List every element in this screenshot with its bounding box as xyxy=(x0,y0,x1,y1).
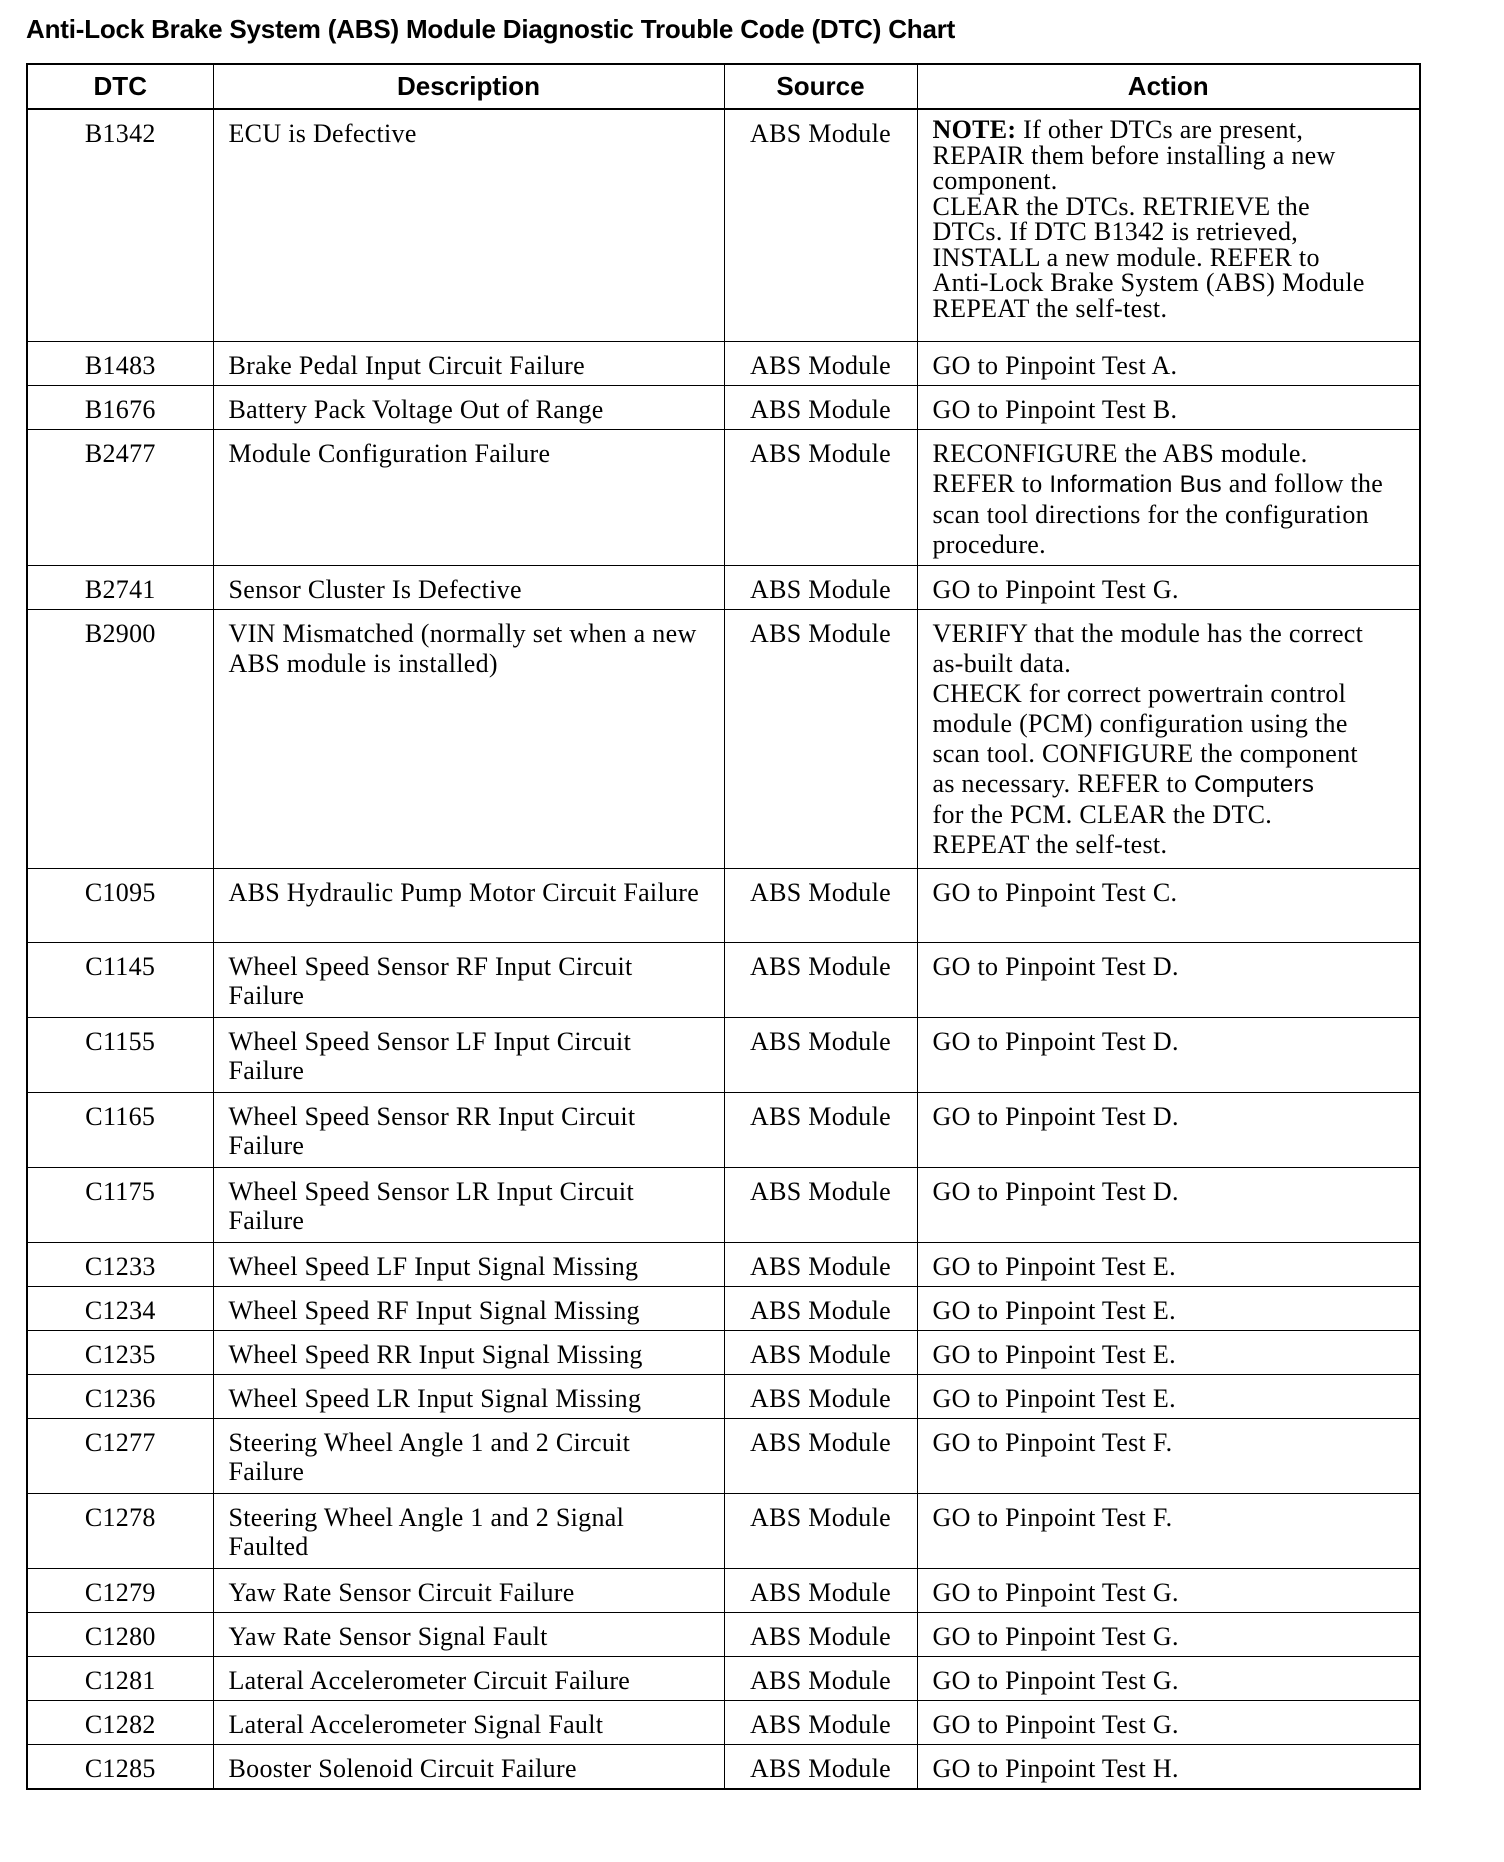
dtc-action: GO to Pinpoint Test E. xyxy=(917,1330,1420,1374)
dtc-table xyxy=(26,63,1421,1790)
action-line: REPEAT the self-test. xyxy=(932,829,1168,859)
header-source: Source xyxy=(724,64,917,109)
dtc-description: Yaw Rate Sensor Signal Fault xyxy=(213,1612,724,1656)
dtc-description: Sensor Cluster Is Defective xyxy=(213,565,724,609)
dtc-action: GO to Pinpoint Test D. xyxy=(917,1092,1420,1167)
dtc-action: GO to Pinpoint Test E. xyxy=(917,1374,1420,1418)
table-row xyxy=(27,1568,1420,1612)
dtc-action: GO to Pinpoint Test D. xyxy=(917,1167,1420,1242)
dtc-description: Lateral Accelerometer Signal Fault xyxy=(213,1700,724,1744)
action-line: DTCs. If DTC B1342 is retrieved, xyxy=(932,217,1299,246)
reference-link-text: Information Bus xyxy=(1049,470,1222,498)
action-line: CHECK for correct powertrain control xyxy=(932,678,1347,708)
table-row xyxy=(27,1330,1420,1374)
action-line: component. xyxy=(932,166,1058,195)
action-line: Anti-Lock Brake System (ABS) Module xyxy=(932,268,1365,297)
page-title: Anti-Lock Brake System (ABS) Module Diagnostic Trouble Code (DTC) Chart xyxy=(26,14,956,44)
action-line: and follow the xyxy=(1221,468,1384,498)
dtc-code: C1278 xyxy=(27,1493,213,1568)
table-row xyxy=(27,1744,1420,1789)
dtc-source: ABS Module xyxy=(724,109,917,341)
dtc-source: ABS Module xyxy=(724,429,917,565)
dtc-code: B1342 xyxy=(27,109,213,341)
dtc-code: C1279 xyxy=(27,1568,213,1612)
dtc-description: ECU is Defective xyxy=(213,109,724,341)
dtc-action: GO to Pinpoint Test G. xyxy=(917,1656,1420,1700)
table-row xyxy=(27,1017,1420,1092)
dtc-code: C1236 xyxy=(27,1374,213,1418)
action-line: CLEAR the DTCs. RETRIEVE the xyxy=(932,191,1310,221)
dtc-description: Steering Wheel Angle 1 and 2 Signal Faulted xyxy=(213,1493,724,1568)
action-line: INSTALL a new module. REFER to xyxy=(932,242,1320,272)
dtc-description: Wheel Speed RF Input Signal Missing xyxy=(213,1286,724,1330)
table-row xyxy=(27,385,1420,429)
dtc-source: ABS Module xyxy=(724,942,917,1017)
dtc-code: C1281 xyxy=(27,1656,213,1700)
header-description: Description xyxy=(213,64,724,109)
dtc-description: Wheel Speed Sensor LR Input Circuit Failure xyxy=(213,1167,724,1242)
dtc-source: ABS Module xyxy=(724,609,917,868)
dtc-source: ABS Module xyxy=(724,1017,917,1092)
dtc-code: C1277 xyxy=(27,1418,213,1493)
action-line: REFER to xyxy=(932,468,1050,498)
dtc-action: GO to Pinpoint Test E. xyxy=(917,1286,1420,1330)
table-row xyxy=(27,1242,1420,1286)
dtc-description: Wheel Speed Sensor RF Input Circuit Failure xyxy=(213,942,724,1017)
dtc-action: GO to Pinpoint Test G. xyxy=(917,1612,1420,1656)
table-row xyxy=(27,1418,1420,1493)
table-row xyxy=(27,1612,1420,1656)
dtc-action: GO to Pinpoint Test B. xyxy=(917,385,1420,429)
dtc-source: ABS Module xyxy=(724,1493,917,1568)
dtc-action: GO to Pinpoint Test D. xyxy=(917,1017,1420,1092)
action-line: scan tool. CONFIGURE the component xyxy=(932,738,1358,768)
dtc-source: ABS Module xyxy=(724,1286,917,1330)
dtc-code: C1095 xyxy=(27,868,213,942)
dtc-description: Wheel Speed LR Input Signal Missing xyxy=(213,1374,724,1418)
dtc-action: GO to Pinpoint Test G. xyxy=(917,1700,1420,1744)
dtc-description: Yaw Rate Sensor Circuit Failure xyxy=(213,1568,724,1612)
dtc-source: ABS Module xyxy=(724,341,917,385)
dtc-code: B2741 xyxy=(27,565,213,609)
dtc-action xyxy=(917,609,1420,868)
dtc-code: C1155 xyxy=(27,1017,213,1092)
dtc-code: C1234 xyxy=(27,1286,213,1330)
dtc-code: C1280 xyxy=(27,1612,213,1656)
table-row xyxy=(27,868,1420,942)
table-row xyxy=(27,1167,1420,1242)
dtc-source: ABS Module xyxy=(724,1374,917,1418)
dtc-source: ABS Module xyxy=(724,1700,917,1744)
dtc-action xyxy=(917,109,1420,341)
action-line: as-built data. xyxy=(932,648,1071,678)
dtc-code: C1235 xyxy=(27,1330,213,1374)
table-row xyxy=(27,1700,1420,1744)
dtc-action: GO to Pinpoint Test F. xyxy=(917,1493,1420,1568)
dtc-action: GO to Pinpoint Test F. xyxy=(917,1418,1420,1493)
dtc-source: ABS Module xyxy=(724,565,917,609)
dtc-description: Lateral Accelerometer Circuit Failure xyxy=(213,1656,724,1700)
dtc-code: C1233 xyxy=(27,1242,213,1286)
dtc-code: B2900 xyxy=(27,609,213,868)
dtc-action: GO to Pinpoint Test G. xyxy=(917,565,1420,609)
dtc-action: GO to Pinpoint Test H. xyxy=(917,1744,1420,1789)
dtc-source: ABS Module xyxy=(724,1656,917,1700)
dtc-description: Booster Solenoid Circuit Failure xyxy=(213,1744,724,1789)
dtc-action: GO to Pinpoint Test G. xyxy=(917,1568,1420,1612)
dtc-source: ABS Module xyxy=(724,385,917,429)
action-line: If other DTCs are present, xyxy=(1016,115,1304,144)
table-row xyxy=(27,609,1420,868)
table-row xyxy=(27,341,1420,385)
table-row xyxy=(27,1493,1420,1568)
table-row xyxy=(27,429,1420,565)
action-line: RECONFIGURE the ABS module. xyxy=(932,438,1308,468)
dtc-action: GO to Pinpoint Test C. xyxy=(917,868,1420,942)
dtc-description: Battery Pack Voltage Out of Range xyxy=(213,385,724,429)
dtc-code: B1676 xyxy=(27,385,213,429)
dtc-action: GO to Pinpoint Test D. xyxy=(917,942,1420,1017)
dtc-description: Module Configuration Failure xyxy=(213,429,724,565)
dtc-description: ABS Hydraulic Pump Motor Circuit Failure xyxy=(213,868,724,942)
note-label: NOTE: xyxy=(932,115,1017,144)
dtc-source: ABS Module xyxy=(724,1242,917,1286)
reference-link-text: Computers xyxy=(1194,770,1315,798)
action-line: REPAIR them before installing a new xyxy=(932,140,1336,170)
header-dtc: DTC xyxy=(27,64,213,109)
table-row xyxy=(27,109,1420,341)
dtc-code: B1483 xyxy=(27,341,213,385)
dtc-description: VIN Mismatched (normally set when a new ABS module is installed) xyxy=(213,609,724,868)
action-line: procedure. xyxy=(932,529,1046,559)
dtc-description: Brake Pedal Input Circuit Failure xyxy=(213,341,724,385)
dtc-description: Steering Wheel Angle 1 and 2 Circuit Failure xyxy=(213,1418,724,1493)
table-row xyxy=(27,1092,1420,1167)
header-action: Action xyxy=(917,64,1420,109)
dtc-action: GO to Pinpoint Test A. xyxy=(917,341,1420,385)
table-header-row xyxy=(27,64,1420,109)
table-row xyxy=(27,565,1420,609)
action-line: VERIFY that the module has the correct xyxy=(932,618,1364,648)
dtc-description: Wheel Speed LF Input Signal Missing xyxy=(213,1242,724,1286)
table-row xyxy=(27,1286,1420,1330)
action-line: module (PCM) configuration using the xyxy=(932,708,1348,738)
dtc-source: ABS Module xyxy=(724,1612,917,1656)
dtc-description: Wheel Speed RR Input Signal Missing xyxy=(213,1330,724,1374)
dtc-action: GO to Pinpoint Test E. xyxy=(917,1242,1420,1286)
dtc-code: C1145 xyxy=(27,942,213,1017)
dtc-source: ABS Module xyxy=(724,1330,917,1374)
action-line: as necessary. REFER to xyxy=(932,768,1195,798)
dtc-source: ABS Module xyxy=(724,868,917,942)
dtc-code: C1175 xyxy=(27,1167,213,1242)
action-line: for the PCM. CLEAR the DTC. xyxy=(932,799,1273,829)
action-line: scan tool directions for the configuration xyxy=(932,499,1369,529)
dtc-source: ABS Module xyxy=(724,1744,917,1789)
dtc-source: ABS Module xyxy=(724,1167,917,1242)
dtc-code: C1282 xyxy=(27,1700,213,1744)
dtc-description: Wheel Speed Sensor RR Input Circuit Failure xyxy=(213,1092,724,1167)
dtc-code: C1285 xyxy=(27,1744,213,1789)
dtc-code: B2477 xyxy=(27,429,213,565)
dtc-code: C1165 xyxy=(27,1092,213,1167)
table-row xyxy=(27,1656,1420,1700)
action-line: REPEAT the self-test. xyxy=(932,293,1168,323)
table-row xyxy=(27,1374,1420,1418)
dtc-source: ABS Module xyxy=(724,1418,917,1493)
dtc-description: Wheel Speed Sensor LF Input Circuit Failure xyxy=(213,1017,724,1092)
table-row xyxy=(27,942,1420,1017)
dtc-action xyxy=(917,429,1420,565)
dtc-source: ABS Module xyxy=(724,1092,917,1167)
dtc-source: ABS Module xyxy=(724,1568,917,1612)
